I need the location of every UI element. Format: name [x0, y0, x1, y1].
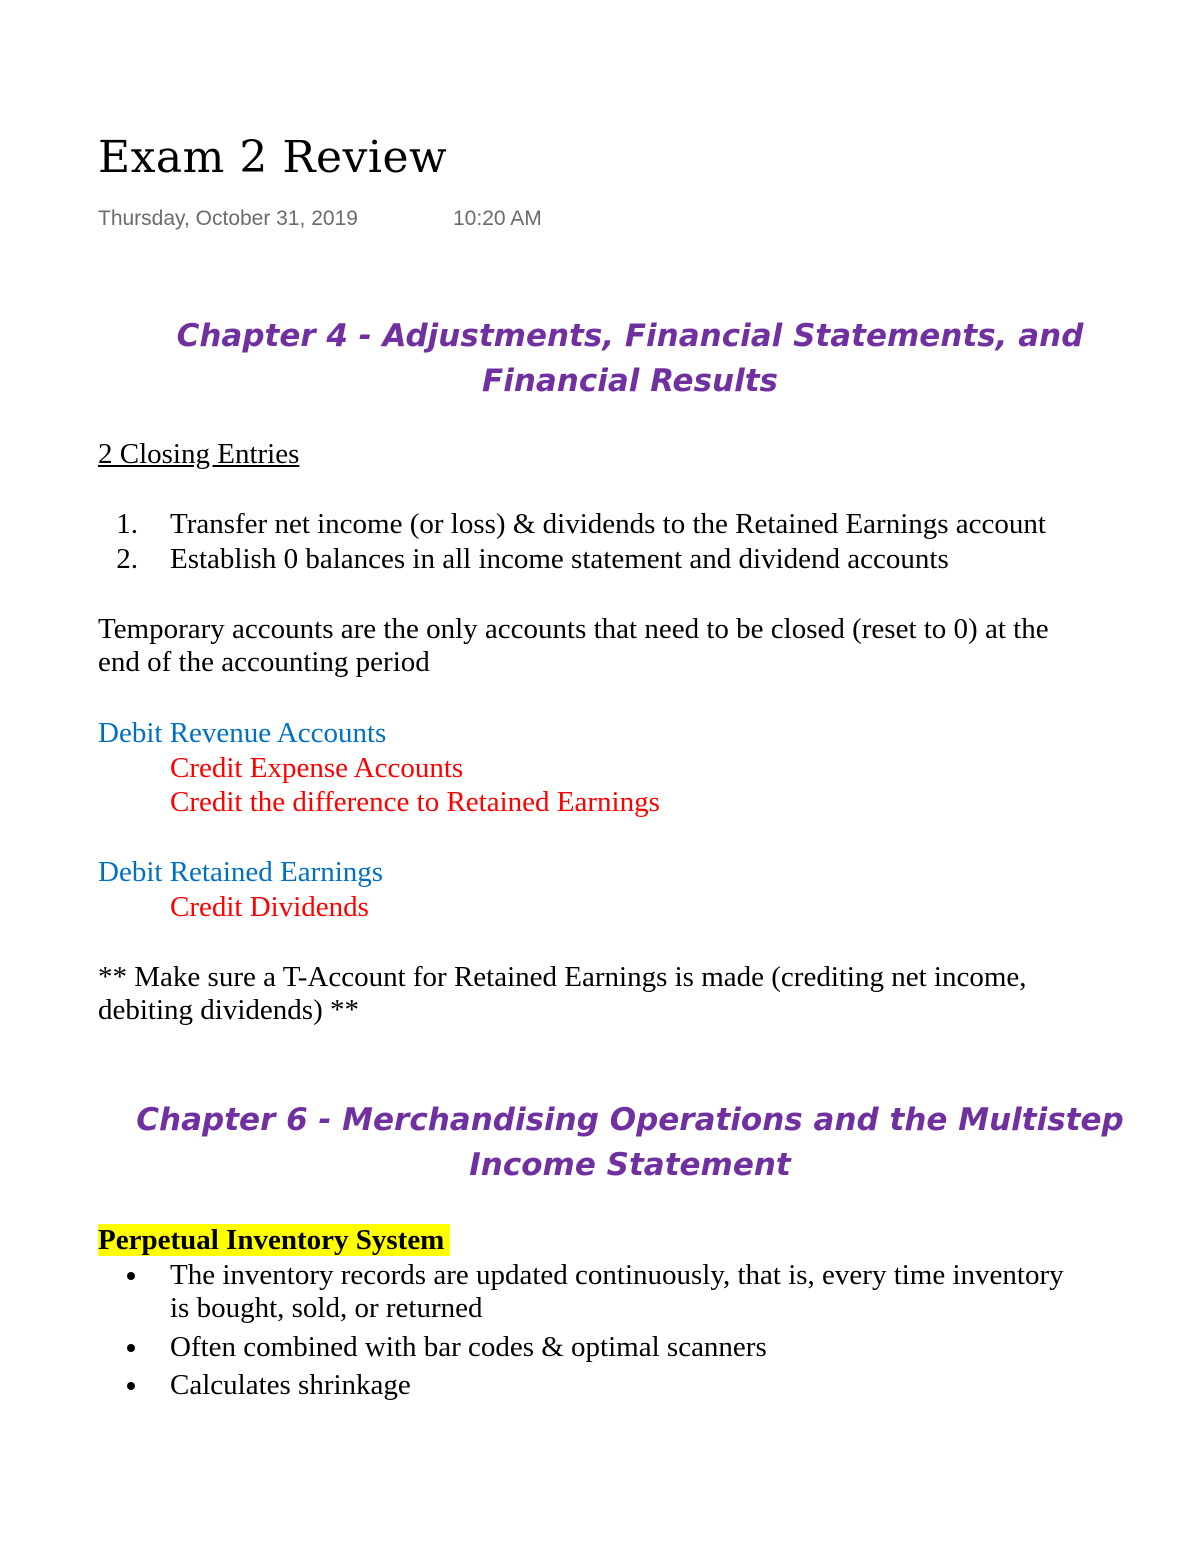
temporary-accounts-line-2: end of the accounting period	[98, 646, 430, 678]
closing-entries-title: 2 Closing Entries	[98, 438, 300, 470]
credit-expense-accounts: Credit Expense Accounts	[170, 752, 464, 784]
credit-difference-retained-earnings: Credit the difference to Retained Earnings	[170, 786, 660, 818]
temporary-accounts-line-1: Temporary accounts are the only accounts that need to be closed (reset to 0) at the	[98, 613, 1049, 645]
t-account-note-line-1: ** Make sure a T-Account for Retained Earnings is made (crediting net income,	[98, 961, 1027, 993]
page-time: 10:20 AM	[453, 207, 542, 230]
page-title: Exam 2 Review	[98, 132, 448, 183]
bullet-3: Calculates shrinkage	[170, 1369, 411, 1401]
credit-dividends: Credit Dividends	[170, 891, 369, 923]
bullet-1-line-1: The inventory records are updated continuously, that is, every time inventory	[170, 1259, 1064, 1291]
chapter-6-heading-line-2: Income Statement	[469, 1147, 791, 1183]
bullet-1-line-2: is bought, sold, or returned	[170, 1292, 483, 1324]
closing-entry-number-1: 1.	[116, 508, 138, 540]
chapter-4-heading	[98, 314, 1162, 404]
perpetual-inventory-title	[98, 1223, 450, 1257]
t-account-note-line-2: debiting dividends) **	[98, 994, 359, 1026]
chapter-4-heading-line-1: Chapter 4 - Adjustments, Financial Statements, and	[176, 318, 1084, 354]
bullet-icon	[127, 1382, 135, 1390]
perpetual-inventory-title-text: Perpetual Inventory System	[98, 1224, 450, 1256]
bullet-icon	[127, 1272, 135, 1280]
chapter-6-heading-line-1: Chapter 6 - Merchandising Operations and the Multistep	[136, 1102, 1124, 1138]
bullet-icon	[127, 1344, 135, 1352]
debit-revenue-accounts: Debit Revenue Accounts	[98, 717, 387, 749]
debit-retained-earnings: Debit Retained Earnings	[98, 856, 384, 888]
chapter-4-heading-line-2: Financial Results	[482, 363, 778, 399]
closing-entry-2: Establish 0 balances in all income statement and dividend accounts	[170, 543, 949, 575]
closing-entry-1: Transfer net income (or loss) & dividends to the Retained Earnings account	[170, 508, 1046, 540]
closing-entry-number-2: 2.	[116, 543, 138, 575]
chapter-6-heading	[98, 1098, 1162, 1188]
bullet-2: Often combined with bar codes & optimal scanners	[170, 1331, 767, 1363]
page-date: Thursday, October 31, 2019	[98, 207, 358, 230]
